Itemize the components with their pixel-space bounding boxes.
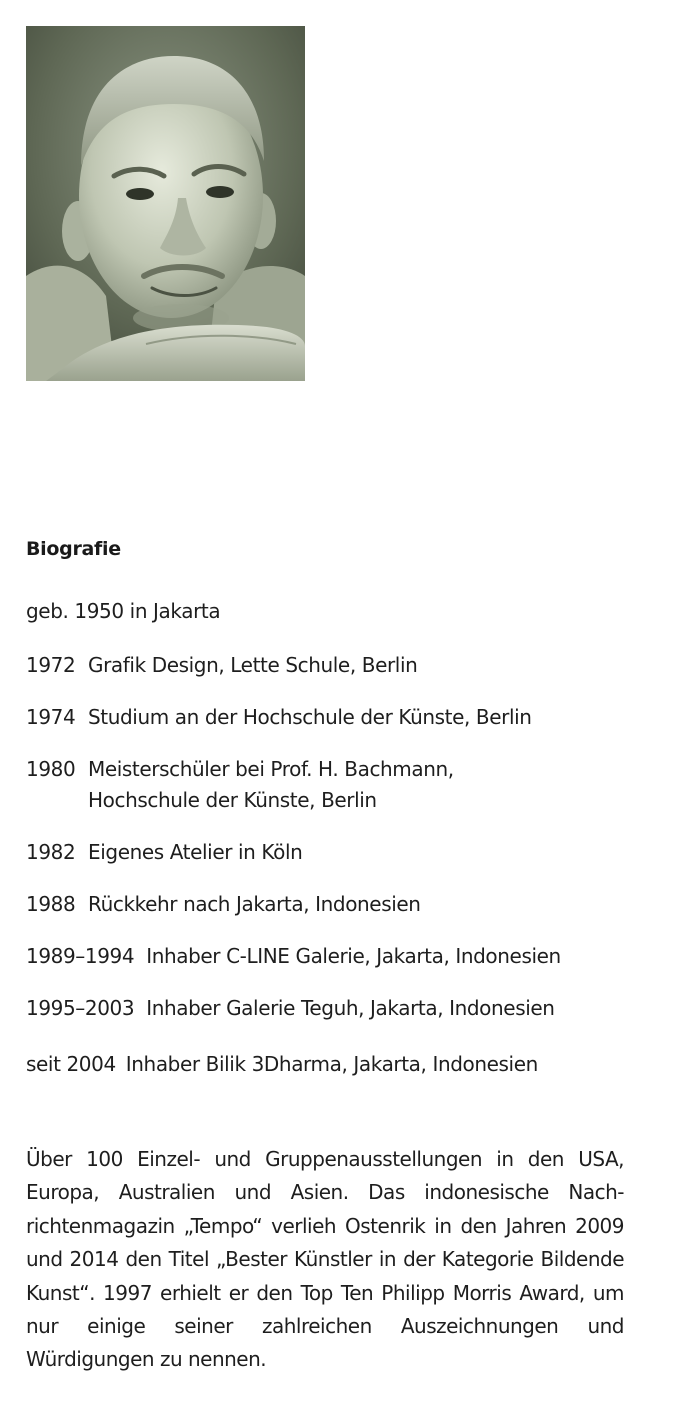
biography-section <box>26 536 626 1080</box>
timeline-text: Inhaber Galerie Teguh, Jakarta, Indonesien <box>146 996 555 1020</box>
timeline-entry <box>26 1049 626 1080</box>
timeline-text: Studium an der Hochschule der Künste, Berlin <box>88 705 532 729</box>
biography-paragraph: Über 100 Einzel- und Gruppenausstellungen in den USA, Europa, Australien und Asien. Das indonesische Nach-richtenmagazin „Tempo“ verlieh Ostenrik in den Jahren 2009 und 2014 den Titel „Bester Künstler in der Kategorie Bildende Kunst“. 1997 erhielt er den Top Ten Philipp Morris Award, um nur einige seiner zahlreichen Auszeichnungen und Würdigungen zu nennen. <box>26 1147 624 1372</box>
timeline-text: Inhaber Bilik 3Dharma, Jakarta, Indonesien <box>125 1052 538 1076</box>
timeline-entry <box>26 650 626 681</box>
timeline-text-line: Meisterschüler bei Prof. H. Bachmann, <box>88 757 454 781</box>
timeline-entry <box>26 837 626 868</box>
timeline-year: 1972 <box>26 653 76 677</box>
portrait-photo <box>26 26 305 381</box>
birth-info: geb. 1950 in Jakarta <box>26 599 221 623</box>
biography-heading: Biografie <box>26 538 121 560</box>
timeline-text: Inhaber C-LINE Galerie, Jakarta, Indonesien <box>146 944 561 968</box>
timeline-year: 1988 <box>26 892 76 916</box>
timeline-text-line: Hochschule der Künste, Berlin <box>88 788 377 812</box>
timeline-year: seit 2004 <box>26 1052 116 1076</box>
timeline-year: 1980 <box>26 757 76 781</box>
timeline-entry <box>26 702 626 733</box>
timeline-entry <box>26 889 626 920</box>
timeline-text <box>88 754 454 816</box>
timeline-text: Grafik Design, Lette Schule, Berlin <box>88 653 418 677</box>
timeline-entry <box>26 754 626 816</box>
timeline-year: 1982 <box>26 840 76 864</box>
timeline-year: 1989–1994 <box>26 944 135 968</box>
timeline-year: 1974 <box>26 705 76 729</box>
timeline-entry <box>26 941 626 972</box>
timeline-text: Rückkehr nach Jakarta, Indonesien <box>88 892 421 916</box>
timeline-year: 1995–2003 <box>26 996 135 1020</box>
portrait-illustration <box>26 26 305 381</box>
timeline <box>26 650 626 1080</box>
timeline-text: Eigenes Atelier in Köln <box>88 840 303 864</box>
timeline-entry <box>26 993 626 1024</box>
